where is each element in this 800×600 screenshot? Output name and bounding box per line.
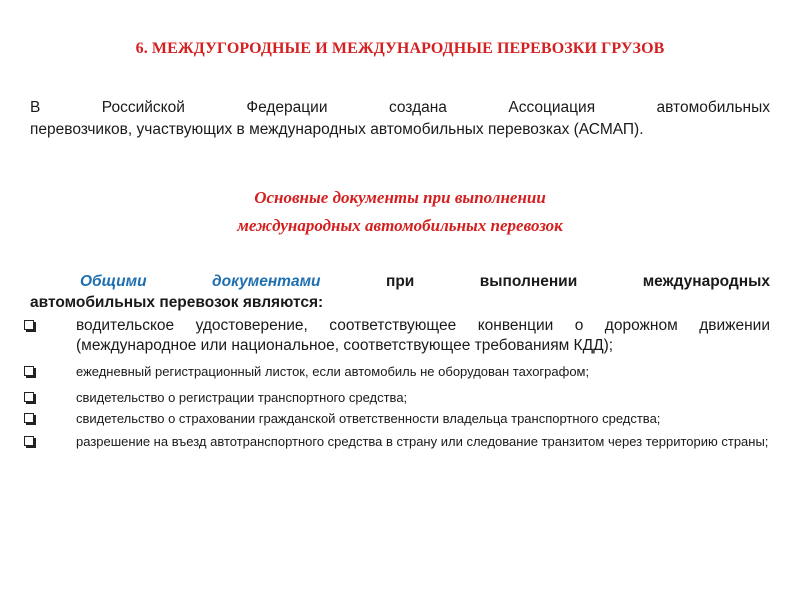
list-item [0, 433, 800, 451]
lead-emphasis-word: Общими [80, 273, 147, 290]
list-item [0, 410, 800, 428]
list-item-text: свидетельство о регистрации транспортного средства; [76, 390, 408, 405]
lead-word: международных [642, 273, 770, 290]
page-title: 6. МЕЖДУГОРОДНЫЕ И МЕЖДУНАРОДНЫЕ ПЕРЕВОЗКИ ГРУЗОВ [135, 40, 665, 57]
checkbox-bullet-icon [24, 392, 34, 402]
section-subheading-line-2: международных автомобильных перевозок [237, 216, 563, 235]
list-item [0, 316, 800, 356]
list-item-text: водительское удостоверение, соответствующее конвенции о дорожном движении (международное или национальное, соответствующее требованиям КДД); [76, 317, 770, 354]
checkbox-bullet-icon [24, 436, 34, 446]
list-item-text: ежедневный регистрационный листок, если автомобиль не оборудован тахографом; [76, 364, 590, 379]
lead-word: при [385, 273, 415, 290]
documents-list [0, 316, 800, 451]
checkbox-bullet-icon [24, 320, 34, 330]
checkbox-bullet-icon [24, 366, 34, 376]
lead-line-2: автомобильных перевозок являются: [30, 294, 324, 311]
lead-emphasis-word: документами [212, 273, 321, 290]
intro-line-1: В Российской Федерации создана Ассоциация автомобильных [30, 99, 770, 116]
lead-sentence [30, 271, 770, 313]
list-item [0, 363, 800, 381]
intro-line-rest: перевозчиков, участвующих в международных автомобильных перевозках (АСМАП). [30, 121, 644, 138]
intro-paragraph [30, 97, 770, 141]
section-subheading-line-1: Основные документы при выполнении [254, 188, 546, 207]
lead-line-1 [30, 271, 770, 292]
list-item-text: свидетельство о страховании гражданской ответственности владельца транспортного средства; [76, 411, 661, 426]
list-item-text: разрешение на въезд автотранспортного средства в страну или следование транзитом через территорию страны; [76, 434, 769, 449]
lead-word: выполнении [479, 273, 578, 290]
list-item [0, 389, 800, 407]
checkbox-bullet-icon [24, 413, 34, 423]
